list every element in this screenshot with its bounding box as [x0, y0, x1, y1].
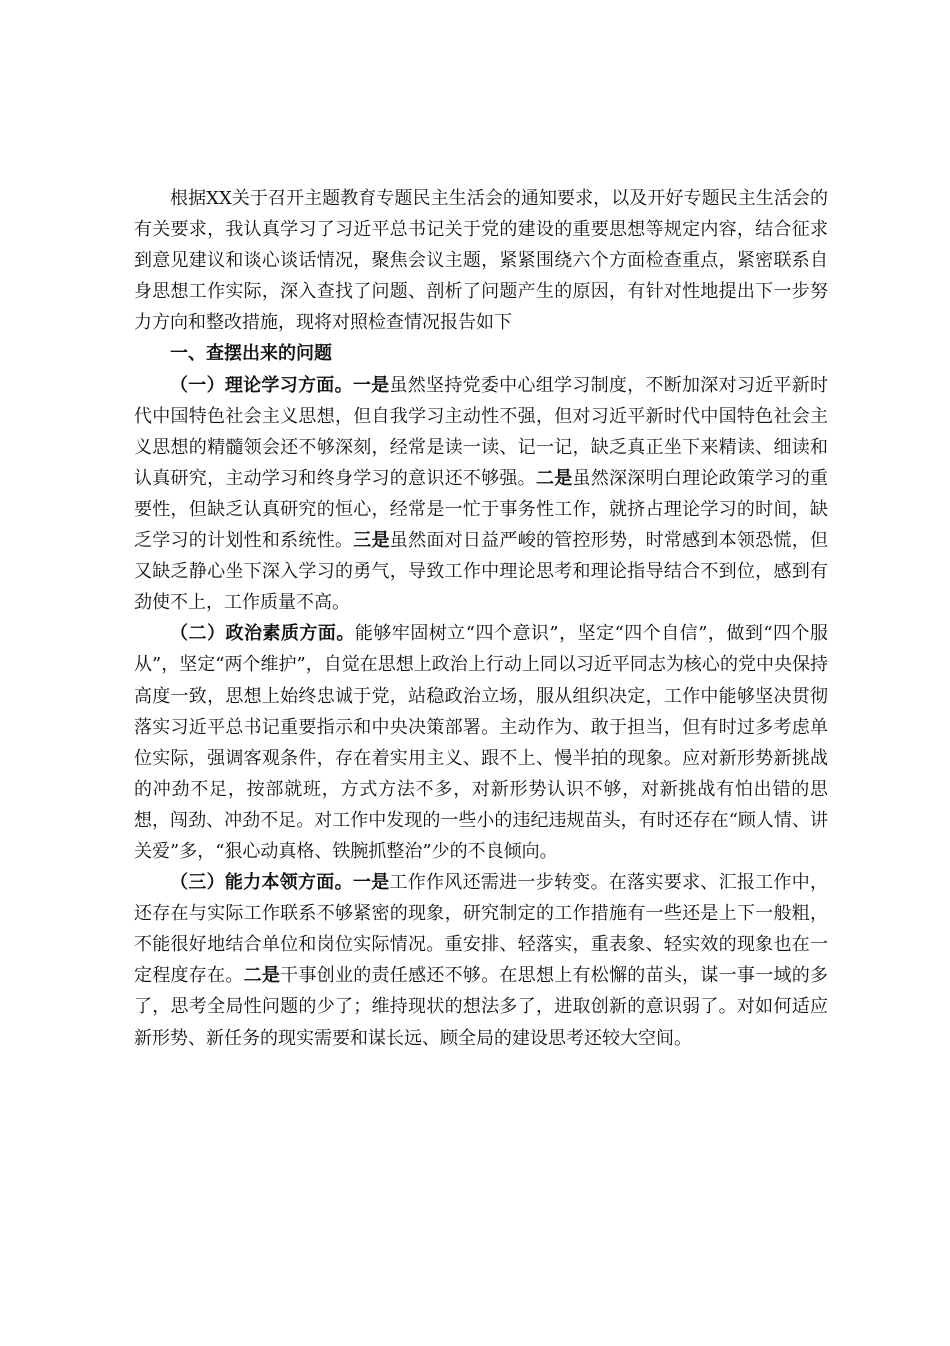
document-body: [134, 183, 828, 1054]
ability-point-1-text: 工作作风还需进一步转变。在落实要求、汇报工作中，还存在与实际工作联系不够紧密的现象，研究制定的工作措施有一些还是上下一般粗，不能很好地结合单位和岗位实际情况。重安排、轻落实，重表象、轻实效的现象也在一定程度存在。: [134, 872, 829, 987]
ability-point-2-text: 干事创业的责任感还不够。在思想上有松懈的苗头，谋一事一域的多了，思考全局性问题的少了；维持现状的想法多了，进取创新的意识弱了。对如何适应新形势、新任务的现实需要和谋长远、顾全局的建设思考还较大空间。: [134, 965, 829, 1049]
ability-heading: （三）能力本领方面。: [170, 872, 353, 894]
ability-point-1-label: 一是: [352, 872, 390, 894]
ability-paragraph: [134, 867, 828, 1054]
politics-heading: （二）政治素质方面。: [170, 623, 355, 645]
theory-point-1-text: 虽然坚持党委中心组学习制度，不断加深对习近平新时代中国特色社会主义思想，但自我学习主动性不强，但对习近平新时代中国特色社会主义思想的精髓领会还不够深刻，经常是读一读、记一记，缺乏真正坐下来精读、细读和认真研究，主动学习和终身学习的意识还不够强。: [134, 374, 829, 489]
intro-paragraph: 根据XX关于召开主题教育专题民主生活会的通知要求，以及开好专题民主生活会的有关要求，我认真学习了习近平总书记关于党的建设的重要思想等规定内容，结合征求到意见建议和谈心谈话情况，聚焦会议主题，紧紧围绕六个方面检查重点，紧密联系自身思想工作实际，深入查找了问题、剖析了问题产生的原因，有针对性地提出下一步努力方向和整改措施，现将对照检查情况报告如下: [134, 188, 828, 334]
ability-point-2-label: 二是: [243, 965, 281, 987]
theory-point-1-label: 一是: [352, 374, 390, 396]
theory-point-3-text: 虽然面对日益严峻的管控形势，时常感到本领恐慌，但又缺乏静心坐下深入学习的勇气，导致工作中理论思考和理论指导结合不到位，感到有劲使不上，工作质量不高。: [134, 530, 829, 614]
politics-text: 能够牢固树立“四个意识”，坚定“四个自信”，做到“四个服从”，坚定“两个维护”，自觉在思想上政治上行动上同以习近平同志为核心的党中央保持高度一致，思想上始终忠诚于党，站稳政治立场，服从组织决定，工作中能够坚决贯彻落实习近平总书记重要指示和中央决策部署。主动作为、敢于担当，但有时过多考虑单位实际，强调客观条件，存在着实用主义、跟不上、慢半拍的现象。应对新形势新挑战的冲劲不足，按部就班，方式方法不多，对新形势认识不够，对新挑战有怕出错的思想，闯劲、冲劲不足。对工作中发现的一些小的违纪违规苗头，有时还存在“顾人情、讲关爱”多，“狠心动真格、铁腕抓整治”少的不良倾向。: [134, 623, 829, 862]
political-quality-paragraph: [134, 618, 828, 867]
theory-heading: （一）理论学习方面。: [170, 374, 353, 396]
theory-point-3-label: 三是: [353, 530, 390, 552]
theory-point-2-text: 虽然深深明白理论政策学习的重要性，但缺乏认真研究的恒心，经常是一忙于事务性工作，就挤占理论学习的时间，缺乏学习的计划性和系统性。: [134, 467, 829, 552]
theory-point-2-label: 二是: [535, 467, 573, 489]
theory-study-paragraph: [134, 370, 828, 619]
section-heading-problems: 一、查摆出来的问题: [170, 343, 332, 365]
